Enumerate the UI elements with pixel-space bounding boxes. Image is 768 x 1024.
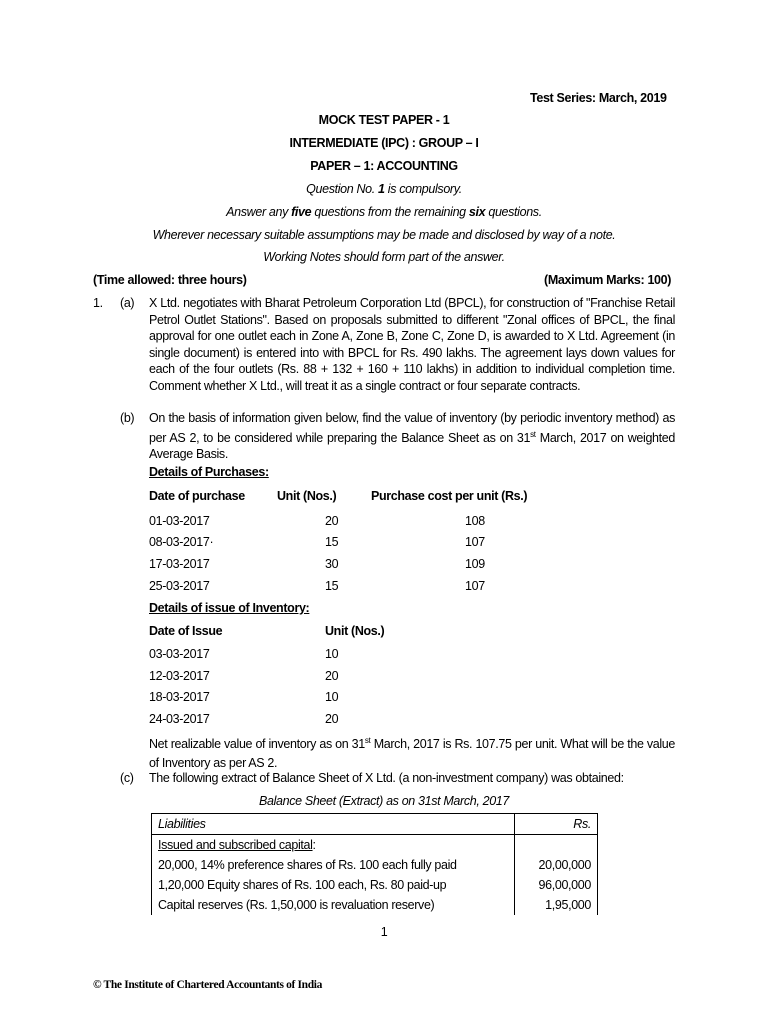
instruction-answer-any: Answer any five questions from the remaining six questions. xyxy=(226,205,542,219)
issue-date: 24-03-2017 xyxy=(149,712,210,726)
issue-col-date: Date of Issue xyxy=(149,624,223,638)
part-c-text: The following extract of Balance Sheet of X Ltd. (a non-investment company) was obtained: xyxy=(149,771,624,785)
section-label: Issued and subscribed capital: xyxy=(152,835,515,856)
footer-copyright: © The Institute of Chartered Accountants of India xyxy=(93,979,323,991)
nrv-text: Net realizable value of inventory as on 31st March, 2017 is Rs. 107.75 per unit. What will be the value of Inventory as per AS 2. xyxy=(149,736,676,771)
group-title: INTERMEDIATE (IPC) : GROUP – I xyxy=(289,136,479,150)
test-series: Test Series: March, 2019 xyxy=(530,91,667,105)
question-number: 1. xyxy=(93,296,103,310)
purchase-cost: 107 xyxy=(465,535,485,549)
instruction-compulsory: Question No. 1 is compulsory. xyxy=(306,182,462,196)
purchase-units: 15 xyxy=(325,535,339,549)
purchase-date: 01-03-2017 xyxy=(149,514,210,528)
header-amount: Rs. xyxy=(515,814,598,835)
purchase-units: 15 xyxy=(325,579,339,593)
liability-item: 1,20,000 Equity shares of Rs. 100 each, Rs. 80 paid-up xyxy=(152,875,515,895)
part-a-label: (a) xyxy=(120,296,135,310)
issue-date: 12-03-2017 xyxy=(149,669,210,683)
purchase-cost: 109 xyxy=(465,557,485,571)
part-c-label: (c) xyxy=(120,771,134,785)
table-row xyxy=(152,895,598,915)
part-a-text: X Ltd. negotiates with Bharat Petroleum Corporation Ltd (BPCL), for construction of "Franchise Retail Petrol Outlet Stations". Based on proposals submitted to different "Zonal offices of BPCL, the final approval for one outlet each in Zone A, Zone B, Zone C, Zone D, is awarded to X Ltd. Agreement (in single document) is entered into with BPCL for Rs. 490 lakhs. The agreement lays down values for each of the four outlets (Rs. 88 + 132 + 160 + 110 lakhs) in addition to individual completion time. Comment whether X Ltd., will treat it as a single contract or four separate contracts. xyxy=(149,296,675,393)
balance-sheet-table xyxy=(151,813,598,915)
purchases-heading: Details of Purchases: xyxy=(149,465,269,479)
purchases-col-date: Date of purchase xyxy=(149,489,245,503)
purchase-units: 30 xyxy=(325,557,339,571)
issue-heading: Details of issue of Inventory: xyxy=(149,601,310,615)
part-b-text: On the basis of information given below, find the value of inventory (by periodic inventory method) as per AS 2, to be considered while preparing the Balance Sheet as on 31st March, 2017 on weighted Average Basis. xyxy=(149,411,675,462)
purchase-date: 25-03-2017 xyxy=(149,579,210,593)
liability-amount: 96,00,000 xyxy=(515,875,598,895)
purchase-date: 17-03-2017 xyxy=(149,557,210,571)
maximum-marks: (Maximum Marks: 100) xyxy=(544,273,672,287)
purchase-date: 08-03-2017· xyxy=(149,535,214,549)
issue-units: 10 xyxy=(325,690,339,704)
purchase-units: 20 xyxy=(325,514,339,528)
liability-item: 20,000, 14% preference shares of Rs. 100 each fully paid xyxy=(152,855,515,875)
table-row xyxy=(152,875,598,895)
purchases-col-units: Unit (Nos.) xyxy=(277,489,337,503)
balance-sheet-title: Balance Sheet (Extract) as on 31st March, 2017 xyxy=(258,794,509,808)
purchases-col-cost: Purchase cost per unit (Rs.) xyxy=(371,489,528,503)
liability-amount: 20,00,000 xyxy=(515,855,598,875)
issue-units: 20 xyxy=(325,712,339,726)
instruction-working-notes: Working Notes should form part of the answer. xyxy=(263,250,505,264)
purchase-cost: 108 xyxy=(465,514,485,528)
paper-title: MOCK TEST PAPER - 1 xyxy=(318,113,450,127)
part-b-label: (b) xyxy=(120,411,135,425)
table-row xyxy=(152,835,598,856)
issue-date: 18-03-2017 xyxy=(149,690,210,704)
purchase-cost: 107 xyxy=(465,579,485,593)
issue-units: 10 xyxy=(325,647,339,661)
page-number: 1 xyxy=(380,925,388,939)
paper-subtitle: PAPER – 1: ACCOUNTING xyxy=(310,159,458,173)
instruction-assumptions: Wherever necessary suitable assumptions may be made and disclosed by way of a note. xyxy=(152,228,616,242)
header-liabilities: Liabilities xyxy=(152,814,515,835)
time-allowed: (Time allowed: three hours) xyxy=(93,273,247,287)
liability-amount: 1,95,000 xyxy=(515,895,598,915)
issue-date: 03-03-2017 xyxy=(149,647,210,661)
issue-units: 20 xyxy=(325,669,339,683)
table-row xyxy=(152,855,598,875)
table-header-row xyxy=(152,814,598,835)
liability-item: Capital reserves (Rs. 1,50,000 is revaluation reserve) xyxy=(152,895,515,915)
issue-col-units: Unit (Nos.) xyxy=(325,624,385,638)
